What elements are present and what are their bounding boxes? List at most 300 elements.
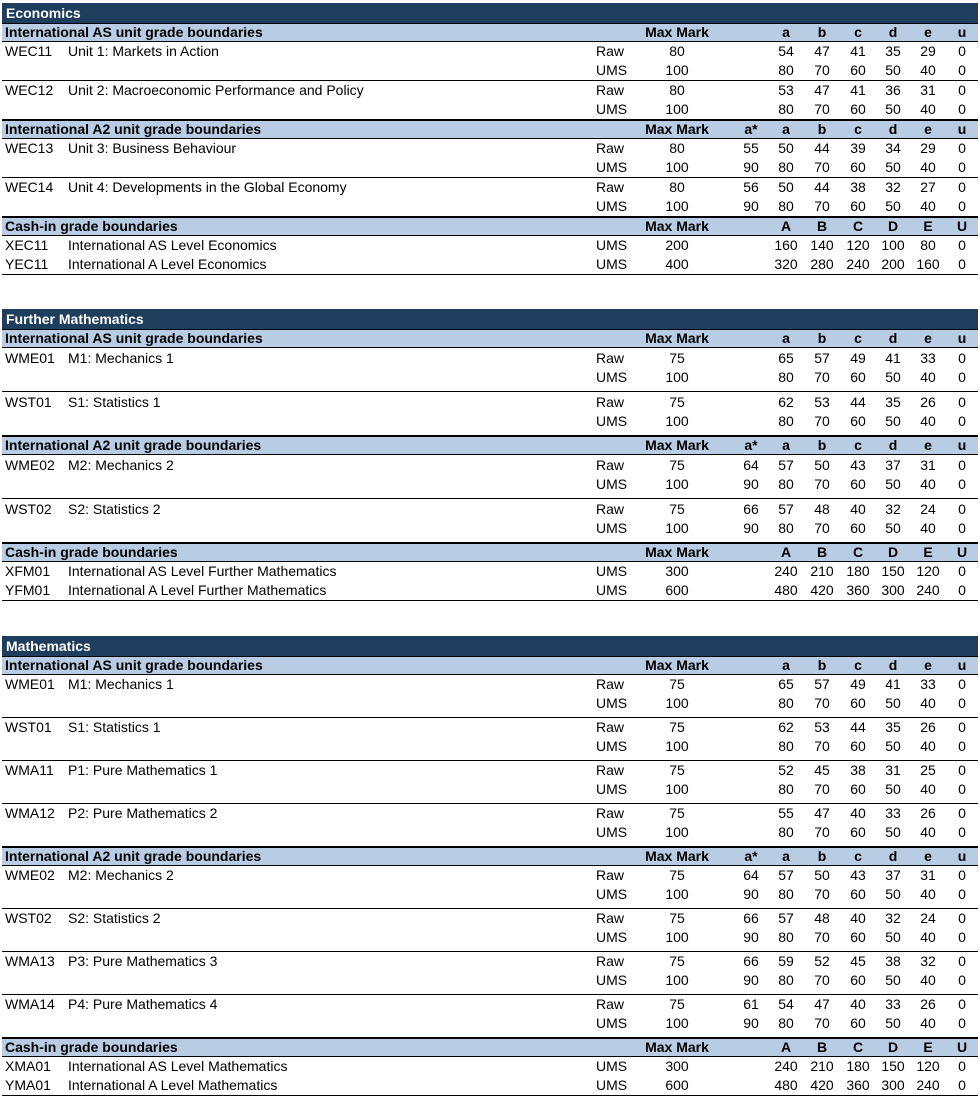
grade-boundary: 70 [814,886,830,902]
grade-header-3: c [854,330,862,346]
subject-title: Economics [2,3,978,23]
unit-name: S2: Statistics 2 [68,501,161,517]
unit-name: M1: Mechanics 1 [68,350,174,366]
max-mark: 300 [665,563,689,579]
mark-type: Raw [596,501,625,517]
grade-boundary: 44 [850,394,866,410]
qualification-code: XFM01 [5,563,51,579]
unit-code: WST02 [5,910,52,926]
grade-boundary: 0 [958,1077,966,1093]
grade-boundary: 60 [850,413,866,429]
grade-boundary: 47 [814,805,830,821]
unit-row [2,952,978,971]
grade-header-5: e [924,330,932,346]
grade-boundary: 55 [743,140,759,156]
grade-boundary: 0 [958,413,966,429]
grade-boundary: 0 [958,719,966,735]
grade-boundary: 38 [885,953,901,969]
unit-name: S2: Statistics 2 [68,910,161,926]
max-mark-header: Max Mark [645,437,709,453]
unit-code: WMA12 [5,805,55,821]
grade-header-5: e [924,121,932,137]
grade-boundary: 26 [920,996,936,1012]
grade-boundary: 54 [778,43,794,59]
grade-boundary: 0 [958,781,966,797]
grade-boundary: 48 [814,910,830,926]
grade-header-6: u [957,437,967,453]
unit-code: WEC14 [5,179,54,195]
grade-boundary: 0 [958,520,966,536]
subject-section [2,3,978,275]
grade-boundary: 480 [774,582,798,598]
unit-name: M2: Mechanics 2 [68,867,174,883]
grade-boundary: 50 [778,179,794,195]
grade-header-2: b [817,437,827,453]
grade-boundary: 31 [920,867,936,883]
unit-row [2,178,978,197]
grade-boundary: 32 [885,501,901,517]
grade-header-5: e [924,437,932,453]
max-mark: 100 [665,476,689,492]
unit-row [2,909,978,928]
unit-name: M2: Mechanics 2 [68,457,174,473]
grade-boundary: 0 [958,457,966,473]
grade-boundary: 90 [743,1015,759,1031]
mark-type: Raw [596,996,625,1012]
grade-boundary: 70 [814,972,830,988]
grade-boundary: 120 [846,237,870,253]
grade-boundary: 29 [920,43,936,59]
mark-type: UMS [596,101,628,117]
grade-boundary: 140 [810,237,834,253]
grade-boundary: 41 [885,676,901,692]
mark-type: Raw [596,179,625,195]
unit-name: P3: Pure Mathematics 3 [68,953,218,969]
grade-boundary: 60 [850,972,866,988]
grade-boundary: 49 [850,350,866,366]
grade-boundary: 180 [846,1058,870,1074]
grade-boundary: 33 [920,350,936,366]
grade-boundary: 80 [778,695,794,711]
grade-boundary: 41 [885,350,901,366]
boundaries-header-label: Cash-in grade boundaries [5,1039,178,1055]
grade-boundary: 210 [810,563,834,579]
unit-name: Unit 3: Business Behaviour [68,140,237,156]
grade-boundary: 0 [958,159,966,175]
grade-boundary: 40 [920,62,936,78]
mark-type: UMS [596,582,628,598]
unit-row [2,761,978,780]
unit-code: WST01 [5,394,52,410]
grade-boundary: 31 [920,82,936,98]
grade-boundary: 43 [850,457,866,473]
max-mark: 80 [669,43,685,59]
grade-boundary: 90 [743,476,759,492]
grade-boundary: 33 [885,805,901,821]
grade-header-3: c [854,121,862,137]
cashin-table [2,562,978,601]
grade-boundary: 0 [958,972,966,988]
grade-boundary: 80 [778,824,794,840]
grade-boundary: 62 [778,394,794,410]
max-mark: 300 [665,1058,689,1074]
unit-entry [2,952,978,995]
grade-boundary: 50 [885,738,901,754]
qualification-name: International AS Level Further Mathematics [68,563,337,579]
unit-row [2,971,978,990]
grade-boundary: 56 [743,179,759,195]
subject-title: Mathematics [2,636,978,656]
grade-boundary: 150 [881,563,905,579]
grade-boundary: 90 [743,929,759,945]
grade-boundary: 40 [920,824,936,840]
grade-boundary: 80 [778,738,794,754]
unit-entry [2,675,978,718]
grade-boundary: 57 [814,676,830,692]
mark-type: UMS [596,1015,628,1031]
mark-type: UMS [596,563,628,579]
unit-code: WME01 [5,350,55,366]
grade-boundary: 24 [920,910,936,926]
grade-boundary: 70 [814,738,830,754]
max-mark: 100 [665,972,689,988]
cashin-row [2,1057,978,1076]
grade-header-2: b [817,330,827,346]
unit-row [2,139,978,158]
grade-boundary: 50 [885,159,901,175]
grade-boundary: 160 [916,256,940,272]
max-mark-header: Max Mark [645,544,709,560]
grade-boundary: 52 [778,762,794,778]
grade-boundary: 60 [850,1015,866,1031]
grade-boundary: 44 [814,140,830,156]
grade-boundary: 37 [885,457,901,473]
max-mark: 100 [665,824,689,840]
cashin-row [2,255,978,274]
grade-header-1: a [782,121,790,137]
max-mark-header: Max Mark [645,657,709,673]
unit-entry [2,909,978,952]
grade-boundary: 120 [916,563,940,579]
unit-entry [2,81,978,120]
grade-boundary: 80 [778,159,794,175]
unit-code: WMA11 [5,762,54,778]
grade-header-2: b [817,121,827,137]
mark-type: Raw [596,762,625,778]
grade-boundary: 300 [881,582,905,598]
qualification-name: International AS Level Economics [68,237,277,253]
max-mark: 100 [665,886,689,902]
max-mark: 100 [665,369,689,385]
grade-boundary: 40 [920,738,936,754]
grade-boundary: 47 [814,82,830,98]
grade-boundary: 40 [850,996,866,1012]
grade-boundary: 49 [850,676,866,692]
grade-boundary: 50 [885,476,901,492]
mark-type: UMS [596,476,628,492]
unit-entry [2,456,978,499]
grade-boundary: 210 [810,1058,834,1074]
unit-row [2,675,978,694]
max-mark: 600 [665,582,689,598]
grade-boundary: 54 [778,996,794,1012]
grade-boundary: 0 [958,738,966,754]
grade-boundary: 40 [920,929,936,945]
grade-boundary: 90 [743,972,759,988]
unit-entry [2,139,978,178]
grade-boundary: 0 [958,256,966,272]
max-mark: 75 [669,805,685,821]
grade-header-0: a* [744,437,758,453]
grade-boundary: 70 [814,413,830,429]
grade-boundary: 45 [850,953,866,969]
grade-boundary: 0 [958,867,966,883]
unit-row [2,1014,978,1033]
max-mark: 100 [665,198,689,214]
grade-header-4: d [888,121,898,137]
mark-type: UMS [596,369,628,385]
grade-boundary: 50 [885,886,901,902]
grade-boundary: 35 [885,43,901,59]
grade-header-3: c [854,437,862,453]
unit-row [2,456,978,475]
grade-header-3: C [852,218,864,234]
grade-header-1: A [780,1039,792,1055]
cashin-row [2,581,978,600]
grade-boundary: 25 [920,762,936,778]
grade-boundary: 50 [885,413,901,429]
mark-type: Raw [596,457,625,473]
boundaries-header-row [2,329,978,348]
unit-row [2,500,978,519]
grade-boundary: 40 [920,520,936,536]
unit-name: S1: Statistics 1 [68,719,161,735]
grade-boundary: 60 [850,929,866,945]
boundaries-header-label: International A2 unit grade boundaries [5,121,262,137]
unit-name: Unit 2: Macroeconomic Performance and Policy [68,82,364,98]
grade-boundary: 40 [920,886,936,902]
grade-boundary: 0 [958,179,966,195]
grade-header-5: E [923,218,933,234]
grade-boundary: 50 [885,101,901,117]
qualification-code: YEC11 [5,256,49,272]
max-mark: 100 [665,101,689,117]
unit-name: M1: Mechanics 1 [68,676,174,692]
grade-header-1: A [780,218,792,234]
grade-boundary: 24 [920,501,936,517]
grade-boundary: 70 [814,695,830,711]
grade-header-3: c [854,657,862,673]
grade-boundary: 60 [850,101,866,117]
grade-header-1: a [782,330,790,346]
mark-type: Raw [596,43,625,59]
mark-type: UMS [596,237,628,253]
grade-boundary: 50 [885,781,901,797]
unit-code: WME02 [5,457,55,473]
unit-row [2,823,978,842]
unit-entry [2,178,978,217]
max-mark: 100 [665,929,689,945]
boundaries-header-row [2,436,978,455]
mark-type: Raw [596,805,625,821]
grade-header-2: b [817,848,827,864]
grade-boundary: 160 [774,237,798,253]
grade-boundary: 64 [743,457,759,473]
grade-boundary: 44 [850,719,866,735]
grade-boundary: 32 [920,953,936,969]
grade-boundary: 80 [778,476,794,492]
grade-boundary: 33 [885,996,901,1012]
mark-type: Raw [596,394,625,410]
grade-boundary: 70 [814,824,830,840]
max-mark: 600 [665,1077,689,1093]
unit-row [2,866,978,885]
max-mark: 100 [665,62,689,78]
mark-type: UMS [596,929,628,945]
grade-boundary: 53 [814,719,830,735]
unit-row [2,42,978,61]
grade-boundary: 40 [850,501,866,517]
unit-entry [2,761,978,804]
grade-boundary: 70 [814,198,830,214]
max-mark: 80 [669,82,685,98]
grade-boundary: 0 [958,695,966,711]
max-mark: 75 [669,676,685,692]
grade-boundary: 0 [958,237,966,253]
grade-boundary: 100 [881,237,905,253]
unit-entry [2,866,978,909]
cashin-table [2,236,978,275]
unit-name: Unit 4: Developments in the Global Economy [68,179,347,195]
grade-boundary: 200 [881,256,905,272]
grade-boundary: 26 [920,394,936,410]
grade-boundary: 38 [850,762,866,778]
boundaries-header-row [2,120,978,139]
grade-boundary: 240 [916,1077,940,1093]
grade-boundary: 240 [846,256,870,272]
mark-type: UMS [596,413,628,429]
qualification-name: International A Level Economics [68,256,267,272]
grade-boundary: 240 [774,1058,798,1074]
grade-header-6: U [956,1039,968,1055]
grade-boundary: 420 [810,582,834,598]
grade-boundary: 0 [958,1015,966,1031]
grade-boundary: 40 [920,101,936,117]
grade-boundary: 66 [743,501,759,517]
grade-boundary: 60 [850,695,866,711]
grade-header-4: D [887,544,899,560]
grade-boundary: 80 [920,237,936,253]
grade-boundary: 60 [850,198,866,214]
grade-boundary: 60 [850,159,866,175]
grade-boundary: 50 [885,972,901,988]
grade-header-3: c [854,24,862,40]
unit-row [2,393,978,412]
grade-header-2: B [816,218,828,234]
max-mark: 75 [669,350,685,366]
grade-header-2: B [816,1039,828,1055]
grade-boundary: 52 [814,953,830,969]
unit-row [2,885,978,904]
mark-type: UMS [596,198,628,214]
grade-boundary: 0 [958,369,966,385]
grade-boundary: 50 [885,369,901,385]
grade-header-2: b [817,657,827,673]
unit-code: WEC12 [5,82,54,98]
boundaries-header-label: Cash-in grade boundaries [5,218,178,234]
grade-boundary: 0 [958,1058,966,1074]
grade-boundary: 47 [814,996,830,1012]
unit-name: Unit 1: Markets in Action [68,43,219,59]
grade-boundary: 0 [958,563,966,579]
grade-header-6: u [957,848,967,864]
grade-boundary: 70 [814,101,830,117]
grade-header-1: a [782,437,790,453]
grade-boundary: 40 [920,413,936,429]
grade-boundary: 420 [810,1077,834,1093]
grade-boundary: 36 [885,82,901,98]
grade-boundary: 0 [958,910,966,926]
max-mark: 75 [669,501,685,517]
boundaries-header-row [2,847,978,866]
grade-boundary: 90 [743,159,759,175]
subject-title: Further Mathematics [2,309,978,329]
grade-boundary: 280 [810,256,834,272]
grade-boundary: 90 [743,886,759,902]
max-mark: 100 [665,695,689,711]
grade-boundary: 65 [778,350,794,366]
unit-row [2,737,978,756]
grade-boundary: 0 [958,886,966,902]
unit-code: WME02 [5,867,55,883]
mark-type: Raw [596,867,625,883]
grade-header-1: a [782,657,790,673]
qualification-name: International A Level Mathematics [68,1077,278,1093]
qualification-code: XMA01 [5,1058,51,1074]
mark-type: UMS [596,738,628,754]
grade-boundary: 32 [885,910,901,926]
grade-boundary: 240 [774,563,798,579]
boundaries-header-label: International AS unit grade boundaries [5,657,263,673]
boundaries-header-row [2,1038,978,1057]
mark-type: UMS [596,520,628,536]
max-mark: 100 [665,520,689,536]
grade-boundary: 0 [958,101,966,117]
grade-boundary: 0 [958,82,966,98]
grade-boundary: 50 [814,457,830,473]
grade-boundary: 480 [774,1077,798,1093]
grade-boundary: 40 [920,159,936,175]
grade-boundary: 60 [850,476,866,492]
max-mark: 75 [669,910,685,926]
unit-row [2,475,978,494]
max-mark-header: Max Mark [645,24,709,40]
max-mark-header: Max Mark [645,848,709,864]
max-mark-header: Max Mark [645,218,709,234]
unit-entry [2,42,978,81]
grade-header-0: a* [744,848,758,864]
mark-type: Raw [596,910,625,926]
grade-boundary: 0 [958,476,966,492]
grade-boundary: 360 [846,1077,870,1093]
grade-boundary: 50 [885,824,901,840]
grade-boundary: 120 [916,1058,940,1074]
grade-boundary: 35 [885,394,901,410]
grade-boundary: 70 [814,62,830,78]
grade-boundary: 48 [814,501,830,517]
grade-boundary: 59 [778,953,794,969]
grade-boundary: 80 [778,781,794,797]
